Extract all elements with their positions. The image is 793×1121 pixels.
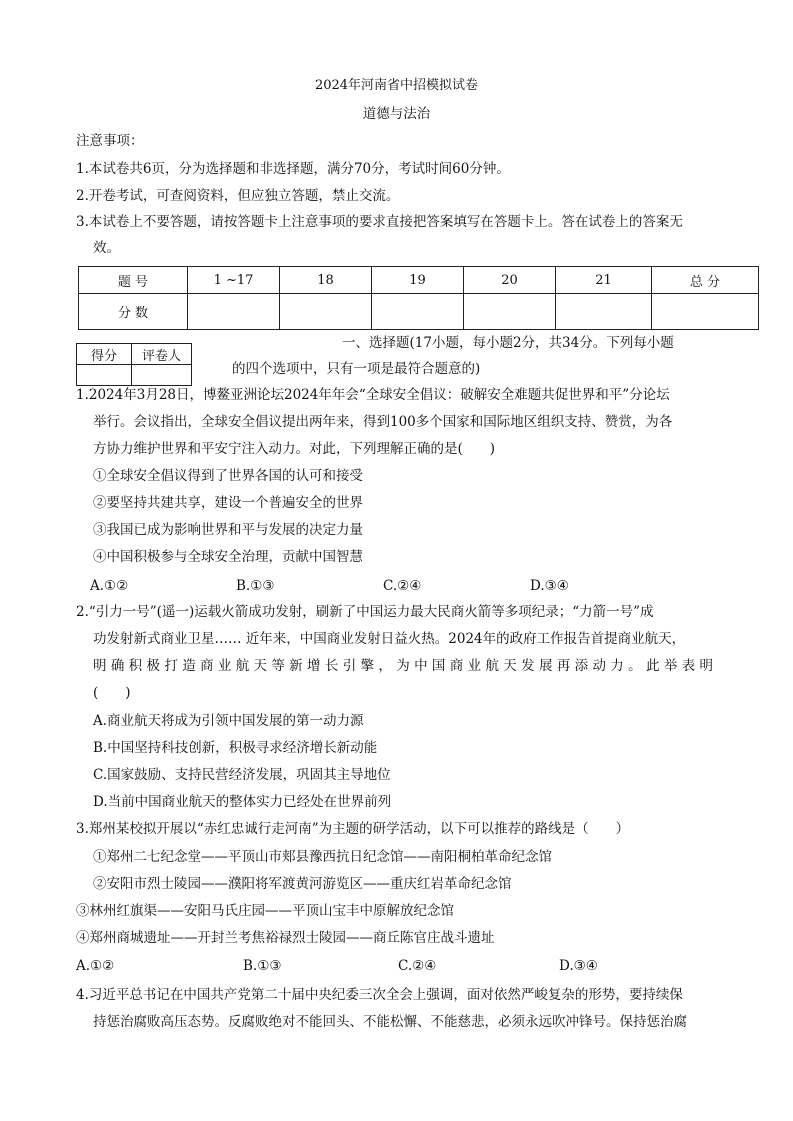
q1-stem-line: 1.2024年3月28日，博鳌亚洲论坛2024年年会“全球安全倡议：破解安全难题共促世界和平”分论坛: [76, 387, 670, 403]
grader-score-label: 得分: [77, 344, 132, 365]
q1-option-b: B.①③: [236, 578, 275, 594]
score-cell: [188, 294, 280, 330]
q3-option-c: C.②④: [398, 958, 437, 974]
q2-stem-line: 明确积极打造商业航天等新增长引擎，为中国商业航天发展再添动力。此举表明: [93, 658, 713, 674]
score-table-header-cell: 1 ~17: [188, 267, 280, 294]
q3-stem: 3.郑州某校拟开展以“赤红忠诚行走河南”为主题的研学活动，以下可以推荐的路线是（ ）: [76, 821, 630, 837]
score-cell: [556, 294, 652, 330]
grader-table: [76, 343, 192, 386]
q4-stem-line: 持惩治腐败高压态势。反腐败绝对不能回头、不能松懈、不能慈悲，必须永远吹冲锋号。保持惩治腐: [93, 1014, 687, 1030]
score-cell: [652, 294, 759, 330]
q2-stem-line: 功发射新式商业卫星…… 近年来，中国商业发射日益火热。2024年的政府工作报告首提商业航天，: [93, 631, 686, 647]
q4-stem-line: 4.习近平总书记在中国共产党第二十届中央纪委三次全会上强调，面对依然严峻复杂的形势，要持续保: [76, 987, 683, 1003]
exam-title: 2024年河南省中招模拟试卷: [314, 78, 479, 93]
score-table-header-cell: 21: [556, 267, 652, 294]
q2-option-d: D.当前中国商业航天的整体实力已经处在世界前列: [93, 794, 392, 810]
score-table-header-cell: 20: [464, 267, 556, 294]
note-item-1: 1.本试卷共6页，分为选择题和非选择题，满分70分，考试时间60分钟。: [76, 161, 510, 177]
score-table-header-cell: 18: [280, 267, 372, 294]
q3-option-d: D.③④: [559, 958, 598, 974]
q3-route: ③林州红旗渠——安阳马氏庄园——平顶山宝丰中原解放纪念馆: [76, 903, 454, 919]
score-cell: [464, 294, 556, 330]
score-cell: [372, 294, 464, 330]
q1-statement: ③我国已成为影响世界和平与发展的决定力量: [93, 522, 363, 538]
q2-option-b: B.中国坚持科技创新，积极寻求经济增长新动能: [93, 740, 378, 756]
q3-option-b: B.①③: [243, 958, 282, 974]
q1-stem-line: 举行。会议指出，全球安全倡议提出两年来，得到100多个国家和国际地区组织支持、赞赏，为各: [93, 414, 673, 430]
q2-stem-line: ( ): [93, 685, 131, 701]
grader-name-cell: [132, 365, 192, 386]
score-cell: [280, 294, 372, 330]
q3-route: ②安阳市烈士陵园——濮阳将军渡黄河游览区——重庆红岩革命纪念馆: [93, 876, 512, 892]
score-table: [78, 266, 759, 330]
q1-option-d: D.③④: [530, 578, 569, 594]
section1-heading: 一、选择题(17小题，每小题2分，共34分。下列每小题: [342, 335, 674, 351]
note-item-2: 2.开卷考试，可查阅资料，但应独立答题，禁止交流。: [76, 188, 400, 204]
grader-name-label: 评卷人: [132, 344, 192, 365]
q3-route: ④郑州商城遗址——开封兰考焦裕禄烈士陵园——商丘陈官庄战斗遗址: [76, 930, 495, 946]
score-table-header-cell: 19: [372, 267, 464, 294]
note-item-3: 3.本试卷上不要答题，请按答题卡上注意事项的要求直接把答案填写在答题卡上。答在试卷上的答案无: [76, 214, 683, 230]
q3-route: ①郑州二七纪念堂——平顶山市郏县豫西抗日纪念馆——南阳桐柏革命纪念馆: [93, 849, 552, 865]
note-item-3-cont: 效。: [93, 240, 120, 256]
q2-option-a: A.商业航天将成为引领中国发展的第一动力源: [93, 713, 364, 729]
q3-option-a: A.①②: [76, 958, 115, 974]
q1-option-a: A.①②: [90, 578, 129, 594]
score-table-row-label: 分 数: [79, 294, 188, 330]
score-table-score-row: [79, 294, 759, 330]
q1-statement: ④中国积极参与全球安全治理，贡献中国智慧: [93, 549, 363, 565]
exam-subject: 道德与法治: [362, 106, 431, 122]
score-table-header-cell: 总 分: [652, 267, 759, 294]
q1-stem-line: 方协力维护世界和平安宁注入动力。对此，下列理解正确的是( ): [93, 441, 496, 457]
section1-heading-cont: 的四个选项中，只有一项是最符合题意的): [232, 361, 481, 377]
score-table-header-cell: 题 号: [79, 267, 188, 294]
q1-statement: ②要坚持共建共享，建设一个普遍安全的世界: [93, 495, 363, 511]
q2-stem-line: 2.“引力一号”(遥一)运载火箭成功发射，刷新了中国运力最大民商火箭等多项纪录；“力箭一号”成: [76, 604, 654, 620]
q1-statement: ①全球安全倡议得到了世界各国的认可和接受: [93, 468, 363, 484]
grader-score-cell: [77, 365, 132, 386]
score-table-header-row: [79, 267, 759, 294]
q2-option-c: C.国家鼓励、支持民营经济发展，巩固其主导地位: [93, 767, 391, 783]
q1-option-c: C.②④: [383, 578, 422, 594]
notes-heading: 注意事项：: [76, 133, 144, 149]
